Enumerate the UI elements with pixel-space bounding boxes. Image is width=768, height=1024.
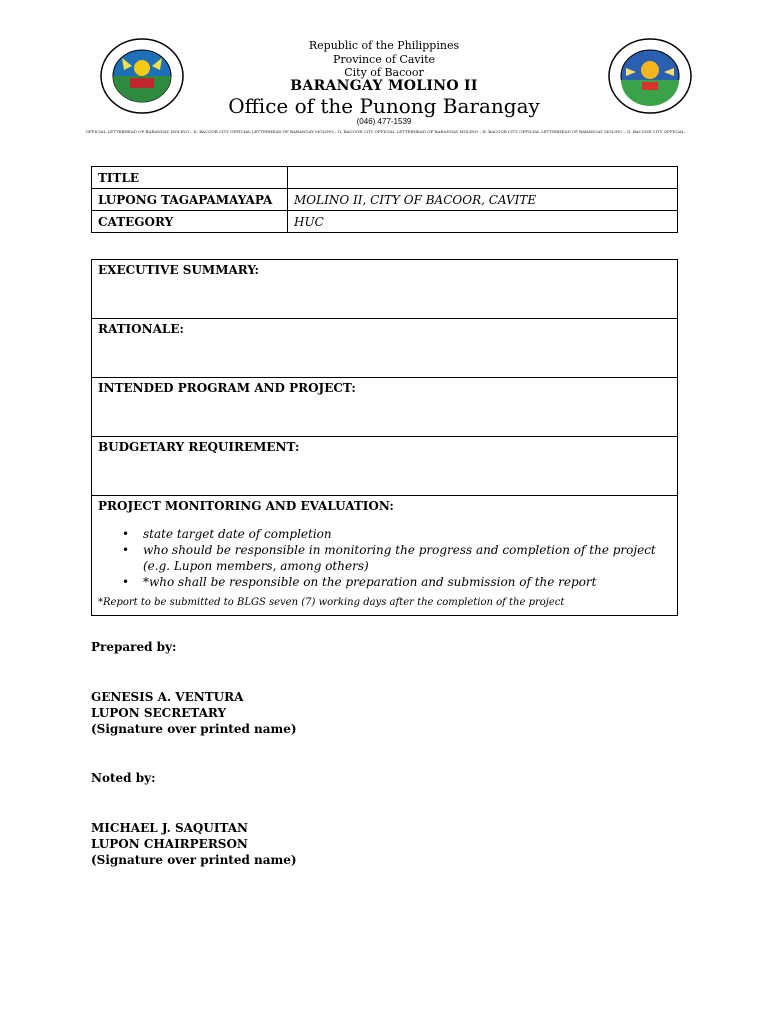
rationale-cell[interactable]	[92, 319, 678, 378]
barangay-seal-logo	[100, 38, 184, 114]
table-row	[92, 496, 678, 616]
letterhead-microline: OFFICIAL LETTERHEAD OF BARANGAY MOLINO – II, BACOOR CITY OFFICIAL LETTERHEAD OF BARANGAY MOLINO – II, BACOOR CITY OFFICIAL LETTERHEAD OF BARANGAY MOLINO – II, BACOOR CITY OFFICIAL LETTERHEAD OF BARANGAY MOLINO – II, BACOOR CITY OFFICIAL	[85, 129, 685, 134]
category-label: CATEGORY	[92, 211, 288, 233]
submission-note: *Report to be submitted to BLGS seven (7) working days after the completion of the project	[98, 597, 565, 608]
table-row	[92, 319, 678, 378]
monitoring-heading: PROJECT MONITORING AND EVALUATION:	[98, 499, 394, 513]
table-row	[92, 260, 678, 319]
bullet-icon: •	[122, 543, 130, 557]
table-row	[92, 211, 678, 233]
bullet-icon: •	[122, 527, 130, 541]
barangay-name: BARANGAY MOLINO II	[290, 78, 478, 94]
proposal-sections-table	[91, 259, 678, 616]
list-item: • state target date of completion	[122, 527, 332, 541]
republic-line: Republic of the Philippines	[308, 39, 460, 52]
prepared-by-block	[91, 689, 297, 737]
budget-cell[interactable]	[92, 437, 678, 496]
list-item: • *who shall be responsible on the preparation and submission of the report	[122, 574, 597, 589]
list-item: • who should be responsible in monitoring the progress and completion of the project (e.g. Lupon members, among others)	[122, 543, 656, 573]
prepared-title: LUPON SECRETARY	[91, 706, 227, 720]
table-row	[92, 189, 678, 211]
bullet-icon: •	[122, 574, 130, 589]
city-line: City of Bacoor	[344, 66, 424, 79]
executive-summary-heading: EXECUTIVE SUMMARY:	[98, 263, 259, 277]
program-heading: INTENDED PROGRAM AND PROJECT:	[98, 381, 356, 395]
prepared-signature-line: (Signature over printed name)	[91, 722, 297, 736]
program-cell[interactable]	[92, 378, 678, 437]
lupon-value[interactable]: MOLINO II, CITY OF BACOOR, CAVITE	[288, 189, 678, 211]
monitoring-cell[interactable]	[92, 496, 678, 616]
title-label: TITLE	[92, 167, 288, 189]
noted-signature-line: (Signature over printed name)	[91, 853, 297, 867]
office-name: Office of the Punong Barangay	[228, 94, 540, 118]
prepared-by-label: Prepared by:	[91, 640, 177, 654]
monitoring-bullet-list	[98, 527, 671, 590]
noted-by-block	[91, 820, 297, 868]
info-table	[91, 166, 678, 233]
noted-name: MICHAEL J. SAQUITAN	[91, 821, 249, 835]
province-line: Province of Cavite	[332, 53, 436, 66]
rationale-heading: RATIONALE:	[98, 322, 184, 336]
phone-number: (046) 477-1539	[356, 117, 412, 126]
prepared-name: GENESIS A. VENTURA	[91, 690, 244, 704]
category-value[interactable]: HUC	[288, 211, 678, 233]
letterhead	[0, 0, 768, 140]
executive-summary-cell[interactable]	[92, 260, 678, 319]
noted-title: LUPON CHAIRPERSON	[91, 837, 248, 851]
title-value[interactable]	[288, 167, 678, 189]
budget-heading: BUDGETARY REQUIREMENT:	[98, 440, 300, 454]
table-row	[92, 167, 678, 189]
table-row	[92, 437, 678, 496]
noted-by-label: Noted by:	[91, 771, 156, 785]
city-seal-logo	[608, 38, 692, 114]
lupon-label: LUPONG TAGAPAMAYAPA	[92, 189, 288, 211]
table-row	[92, 378, 678, 437]
